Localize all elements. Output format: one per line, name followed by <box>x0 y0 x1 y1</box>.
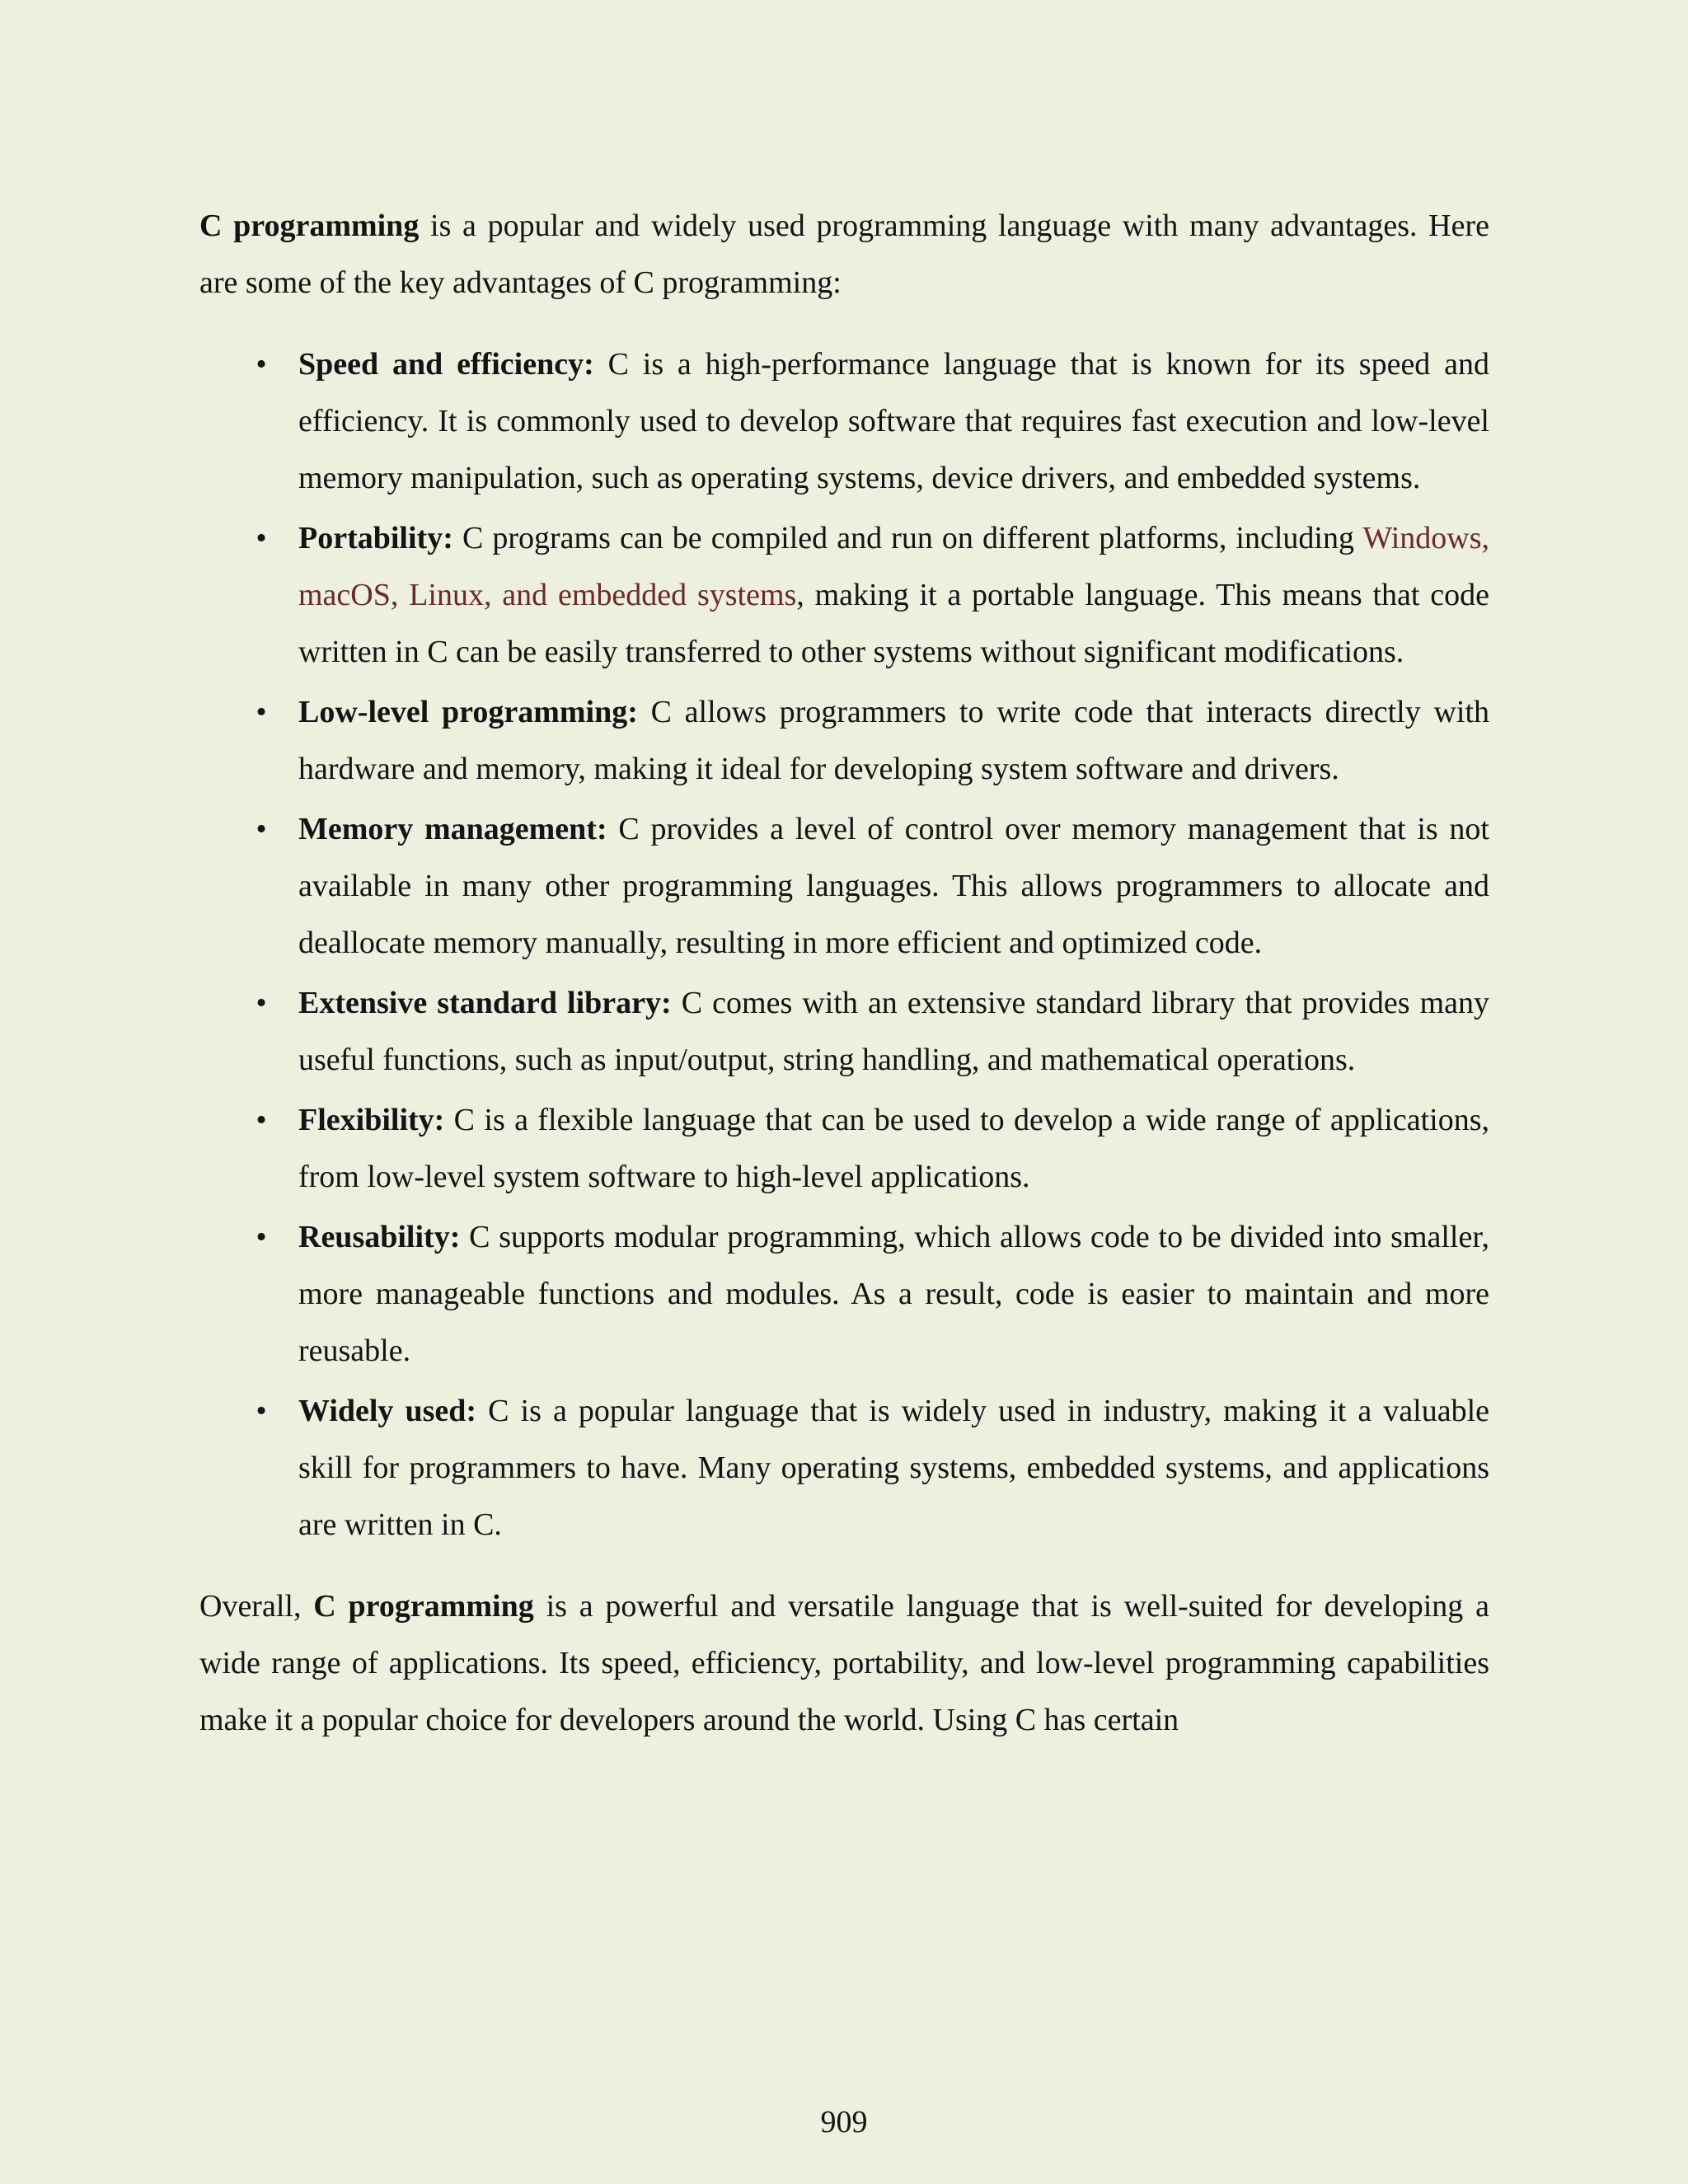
outro-paragraph <box>199 1578 1489 1749</box>
item-text: , making it a portable language. This means that code written in C can be easily transferred to other systems without significant modifications. <box>298 578 1489 669</box>
intro-text: is a popular and widely used programming language with many advantages. Here are some of the key advantages of C programming: <box>199 209 1490 300</box>
outro-prefix: Overall, <box>199 1589 314 1624</box>
item-term: Low-level programming: <box>298 695 638 729</box>
item-term: Memory management: <box>298 812 607 846</box>
bullet-icon: • <box>256 1103 267 1137</box>
item-text: C provides a level of control over memory management that is not available in many other programming languages. This allows programmers to allocate and deallocate memory manually, resulting in more efficient and optimized code. <box>298 812 1489 960</box>
bullet-icon: • <box>256 812 267 846</box>
page-number: 909 <box>820 2105 868 2139</box>
item-term: Reusability: <box>298 1220 461 1254</box>
list-item-speed <box>256 336 1490 507</box>
item-text: C allows programmers to write code that interacts directly with hardware and memory, making it ideal for developing system software and drivers. <box>298 695 1489 786</box>
outro-text: is a powerful and versatile language that is well-suited for developing a wide range of applications. Its speed, efficiency, portability, and low-level programming capabilities make it a popular choice for developers around the world. Using C has certain <box>199 1589 1489 1737</box>
item-text: C is a high-performance language that is known for its speed and efficiency. It is commonly used to develop software that requires fast execution and low-level memory manipulation, such as operating systems, device drivers, and embedded systems. <box>298 347 1490 495</box>
bullet-icon: • <box>256 521 267 555</box>
item-term: Speed and efficiency: <box>298 347 594 382</box>
item-term: Portability: <box>298 521 453 555</box>
outro-term: C programming <box>313 1589 534 1624</box>
item-term: Widely used: <box>298 1394 477 1428</box>
page-content <box>199 198 1489 1749</box>
intro-term: C programming <box>199 209 420 243</box>
bullet-icon: • <box>256 695 267 729</box>
bullet-icon: • <box>256 347 267 382</box>
list-item-reusability <box>256 1209 1489 1380</box>
list-item-widely-used <box>256 1383 1489 1554</box>
item-text: C is a popular language that is widely used in industry, making it a valuable skill for programmers to have. Many operating systems, embedded systems, and applications are written in C. <box>298 1394 1489 1542</box>
list-item-portability <box>256 510 1489 681</box>
item-term: Flexibility: <box>298 1103 445 1137</box>
list-item-memory <box>256 801 1489 972</box>
list-item-library <box>256 975 1489 1089</box>
intro-paragraph <box>199 198 1489 312</box>
item-text: C supports modular programming, which allows code to be divided into smaller, more manageable functions and modules. As a result, code is easier to maintain and more reusable. <box>298 1220 1489 1368</box>
advantages-list <box>199 336 1489 1554</box>
item-term: Extensive standard library: <box>298 986 672 1020</box>
platforms-text: Windows, macOS, Linux, and embedded systems <box>298 521 1489 612</box>
bullet-icon: • <box>256 986 267 1020</box>
item-text: C is a flexible language that can be used to develop a wide range of applications, from low-level system software to high-level applications. <box>298 1103 1489 1194</box>
list-item-low-level <box>256 684 1489 798</box>
bullet-icon: • <box>256 1220 267 1254</box>
bullet-icon: • <box>256 1394 267 1428</box>
item-text: C comes with an extensive standard library that provides many useful functions, such as input/output, string handling, and mathematical operations. <box>298 986 1489 1077</box>
item-text: C programs can be compiled and run on different platforms, including <box>452 521 1363 555</box>
list-item-flexibility <box>256 1092 1489 1206</box>
